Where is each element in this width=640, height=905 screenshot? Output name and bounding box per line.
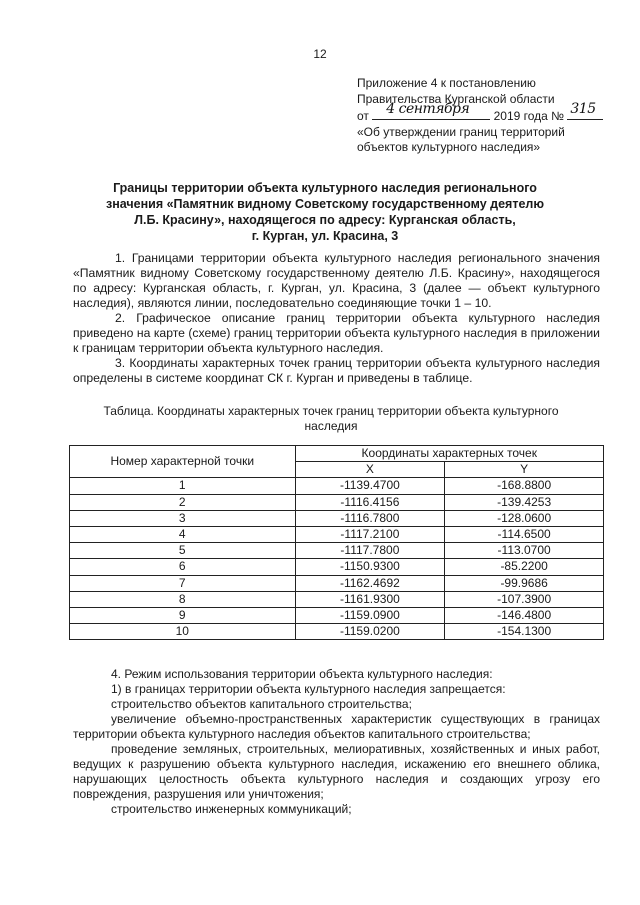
paragraph-1: 1. Границами территории объекта культурного наследия регионального значения «Памятник видному Советскому государственному деятелю Л.Б. Красину», находящегося по адресу: Курганская область, г. Курган, ул. Красина, 3 (далее — объект культурного наследия), являются линии, последовательно соединяющие точки 1 – 10. bbox=[73, 251, 600, 310]
point-number-cell: 4 bbox=[70, 526, 296, 542]
x-coordinate-cell: -1139.4700 bbox=[295, 478, 445, 494]
header-coordinates: Координаты характерных точек bbox=[295, 446, 603, 462]
x-coordinate-cell: -1159.0900 bbox=[295, 607, 445, 623]
appendix-year: 2019 года № bbox=[493, 109, 565, 123]
appendix-header bbox=[357, 76, 617, 156]
number-handwritten-field bbox=[567, 101, 603, 120]
paragraphs bbox=[73, 251, 600, 386]
section-4-item-4: строительство инженерных коммуникаций; bbox=[111, 802, 352, 816]
table-row bbox=[70, 543, 604, 559]
x-coordinate-cell: -1117.7800 bbox=[295, 543, 445, 559]
table-row bbox=[70, 575, 604, 591]
y-coordinate-cell: -107.3900 bbox=[445, 591, 604, 607]
number-handwritten: 315 bbox=[570, 101, 596, 117]
point-number-cell: 1 bbox=[70, 478, 296, 494]
table-row bbox=[70, 559, 604, 575]
y-coordinate-cell: -99.9686 bbox=[445, 575, 604, 591]
y-coordinate-cell: -139.4253 bbox=[445, 494, 604, 510]
table-row bbox=[70, 624, 604, 640]
section-4-subitem-1: 1) в границах территории объекта культурного наследия запрещается: bbox=[111, 682, 506, 696]
point-number-cell: 3 bbox=[70, 510, 296, 526]
section-4-item-1: строительство объектов капитального строительства; bbox=[111, 697, 412, 711]
header-y: Y bbox=[445, 462, 604, 478]
paragraph-3: 3. Координаты характерных точек границ территории объекта культурного наследия определены в системе координат СК г. Курган и приведены в таблице. bbox=[73, 356, 600, 385]
appendix-date-line bbox=[357, 101, 617, 125]
point-number-cell: 8 bbox=[70, 591, 296, 607]
x-coordinate-cell: -1150.9300 bbox=[295, 559, 445, 575]
date-handwritten-field bbox=[372, 101, 490, 120]
document-title bbox=[90, 180, 560, 244]
y-coordinate-cell: -114.6500 bbox=[445, 526, 604, 542]
table-row bbox=[70, 591, 604, 607]
header-point-number: Номер характерной точки bbox=[70, 446, 296, 478]
section-4-item-2: увеличение объемно-пространственных характеристик существующих в границах территории объекта культурного наследия объектов капитального строительства; bbox=[73, 712, 600, 741]
appendix-from-label: от bbox=[357, 109, 369, 123]
table-row bbox=[70, 607, 604, 623]
paragraph-2: 2. Графическое описание границ территории объекта культурного наследия приведено на карте (схеме) границ территории объекта культурного наследия в приложении к границам территории объекта культурного наследия. bbox=[73, 311, 600, 355]
x-coordinate-cell: -1159.0200 bbox=[295, 624, 445, 640]
y-coordinate-cell: -154.1300 bbox=[445, 624, 604, 640]
title-line-3: Л.Б. Красину», находящегося по адресу: Курганская область, bbox=[134, 213, 516, 227]
x-coordinate-cell: -1161.9300 bbox=[295, 591, 445, 607]
x-coordinate-cell: -1116.4156 bbox=[295, 494, 445, 510]
point-number-cell: 9 bbox=[70, 607, 296, 623]
coordinates-table bbox=[69, 445, 604, 640]
point-number-cell: 2 bbox=[70, 494, 296, 510]
y-coordinate-cell: -85.2200 bbox=[445, 559, 604, 575]
table-row bbox=[70, 526, 604, 542]
x-coordinate-cell: -1162.4692 bbox=[295, 575, 445, 591]
x-coordinate-cell: -1116.7800 bbox=[295, 510, 445, 526]
title-line-2: значения «Памятник видному Советскому государственному деятелю bbox=[105, 197, 545, 211]
point-number-cell: 7 bbox=[70, 575, 296, 591]
title-line-1: Границы территории объекта культурного наследия регионального bbox=[113, 181, 537, 195]
x-coordinate-cell: -1117.2100 bbox=[295, 526, 445, 542]
point-number-cell: 6 bbox=[70, 559, 296, 575]
section-4 bbox=[73, 667, 600, 817]
appendix-line-2: Правительства Курганской области bbox=[357, 91, 555, 106]
date-handwritten: 4 сентября bbox=[386, 101, 470, 117]
y-coordinate-cell: -168.8800 bbox=[445, 478, 604, 494]
section-4-heading: 4. Режим использования территории объекта культурного наследия: bbox=[111, 667, 493, 681]
y-coordinate-cell: -146.4800 bbox=[445, 607, 604, 623]
appendix-line-1: Приложение 4 к постановлению bbox=[357, 76, 536, 90]
table-row bbox=[70, 494, 604, 510]
point-number-cell: 10 bbox=[70, 624, 296, 640]
table-row bbox=[70, 510, 604, 526]
header-x: X bbox=[295, 462, 445, 478]
table-body bbox=[70, 478, 604, 640]
title-line-4: г. Курган, ул. Красина, 3 bbox=[251, 229, 399, 243]
section-4-item-3: проведение земляных, строительных, мелиоративных, хозяйственных и иных работ, ведущих к разрушению объекта культурного наследия, искажению его внешнего облика, нарушающих целостность объекта культурного наследия и создающих угрозу его повреждения, разрушения или уничтожения; bbox=[73, 742, 600, 801]
y-coordinate-cell: -128.0600 bbox=[445, 510, 604, 526]
y-coordinate-cell: -113.0700 bbox=[445, 543, 604, 559]
page-number: 12 bbox=[313, 47, 327, 61]
table-row bbox=[70, 478, 604, 494]
appendix-line-4: «Об утверждении границ территорий bbox=[357, 124, 565, 139]
table-caption: Таблица. Координаты характерных точек границ территории объекта культурного наследия bbox=[103, 404, 559, 433]
appendix-line-5: объектов культурного наследия» bbox=[357, 140, 541, 154]
point-number-cell: 5 bbox=[70, 543, 296, 559]
